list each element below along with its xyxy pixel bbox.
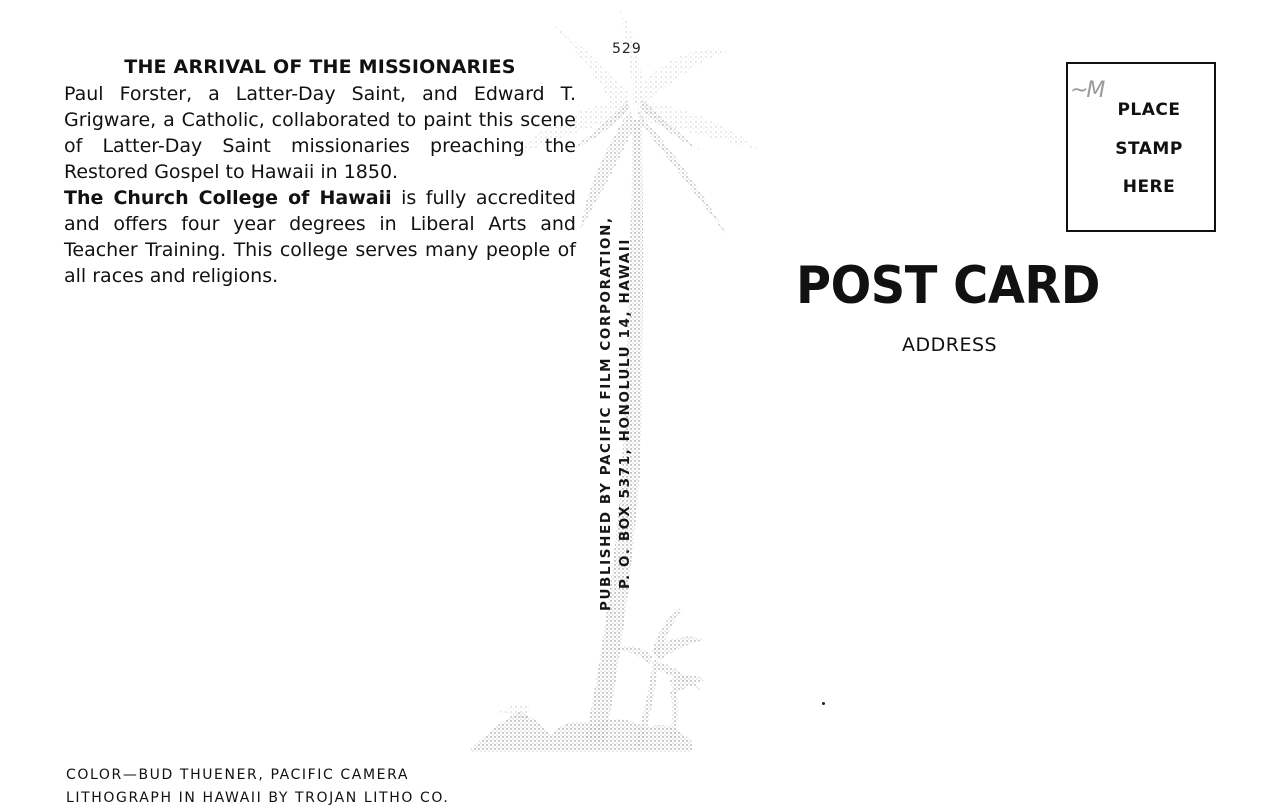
ink-smudge-icon: ~M — [1070, 78, 1104, 103]
credits-line-1: COLOR—BUD THUENER, PACIFIC CAMERA — [66, 767, 410, 783]
stamp-line-2: STAMP — [1115, 139, 1183, 159]
post-card-title: POST CARD — [796, 256, 1101, 316]
credits-block — [66, 764, 449, 810]
publisher-block — [598, 176, 642, 651]
message-paragraph-1: Paul Forster, a Latter-Day Saint, and Edward T. Grigware, a Catholic, collaborated to paint this scene of Latter-Day Saint missionaries preaching the Restored Gospel to Hawaii in 1850. — [64, 83, 576, 183]
publisher-line-2: P. O. BOX 5371, HONOLULU 14, HAWAII — [617, 238, 633, 589]
message-paragraph-2 — [64, 185, 576, 289]
college-name: The Church College of Hawaii — [64, 187, 392, 209]
message-block — [64, 56, 576, 289]
message-title: THE ARRIVAL OF THE MISSIONARIES — [124, 56, 516, 78]
ink-dot — [822, 702, 825, 705]
credits-line-2: LITHOGRAPH IN HAWAII BY TROJAN LITHO CO. — [66, 790, 450, 806]
address-label: ADDRESS — [902, 334, 998, 356]
stamp-line-3: HERE — [1122, 177, 1176, 197]
message-paragraph-2-text: is fully accredited and offers four year degrees in Liberal Arts and Teacher Training. This college serves many people of all races and religions. — [64, 187, 576, 287]
publisher-line-1: PUBLISHED BY PACIFIC FILM CORPORATION, — [598, 216, 614, 611]
stamp-line-1: PLACE — [1117, 100, 1181, 120]
card-number: 529 — [612, 41, 642, 57]
stamp-box — [1066, 62, 1216, 232]
